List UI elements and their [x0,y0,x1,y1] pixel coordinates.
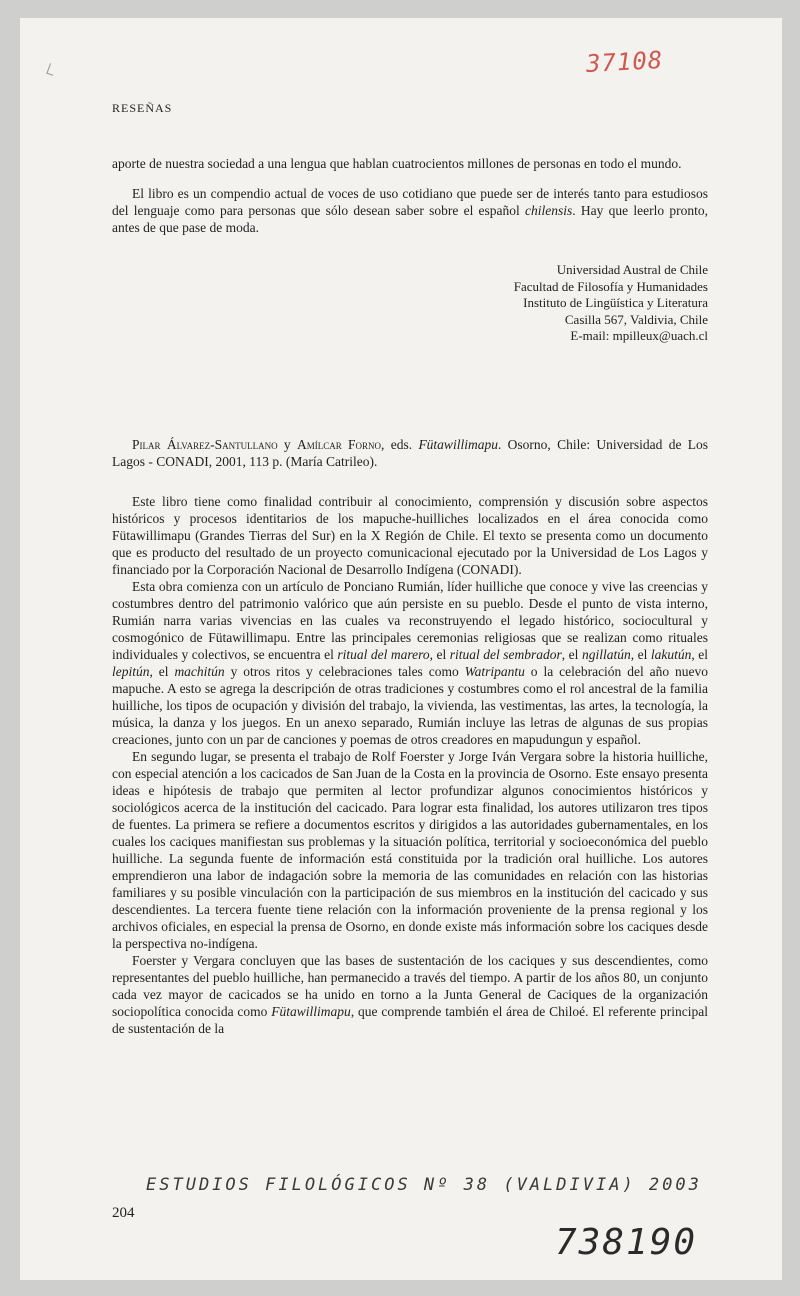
author-name: Amílcar Forno [296,437,382,452]
prev-review-paragraph-1: aporte de nuestra sociedad a una lengua que hablan cuatrocientos millones de personas en todo el mundo. [112,156,682,171]
handwritten-journal-note: ESTUDIOS FILOLÓGICOS Nº 38 (VALDIVIA) 2003 [146,1175,702,1195]
handwritten-annotation-bottom: 738190 [555,1222,698,1263]
review-paragraph-3: En segundo lugar, se presenta el trabajo de Rolf Foerster y Jorge Iván Vergara sobre la historia huilliche, con especial atención a los cacicados de San Juan de la Costa en la provincia de Osorno. Este ensayo presenta ideas e hipótesis de trabajo que permiten al lector profundizar algunos conocimientos históricos y sociológicos acerca de la institución del cacicado. Para lograr esta finalidad, los autores utilizaron tres tipos de fuentes. La primera se refiere a documentos escritos y dirigidos a las autoridades gubernamentales, en los cuales los caciques manifiestan sus problemas y la situación política, territorial y socioeconómica del pueblo huilliche. La segunda fuente de información está constituida por la tradición oral huilliche. Los autores emprendieron una labor de indagación sobre la memoria de las comunidades en relación con las historias familiares y su posible vinculación con la participación de sus miembros en la institución del cacicado y sus descendientes. La tercera fuente tiene relación con la información proveniente de la prensa regional y los archivos oficiales, en especial la prensa de Osorno, en donde existe más información sobre los caciques desde la perspectiva no-indígena. [112,749,708,951]
affiliation-line: E-mail: mpilleux@uach.cl [570,328,708,343]
review-paragraph-1: Este libro tiene como finalidad contribuir al conocimiento, comprensión y discusión sobre aspectos históricos y procesos identitarios de los mapuche-huilliches localizados en el área conocida como Fütawillimapu (Grandes Tierras del Sur) en la X Región de Chile. El texto se presenta como un documento que es producto del resultado de un proyecto comunicacional ejecutado por la Universidad de Los Lagos y financiado por la Corporación Nacional de Desarrollo Indígena (CONADI). [112,494,708,577]
affiliation-line: Universidad Austral de Chile [556,262,708,277]
affiliation-line: Instituto de Lingüística y Literatura [523,295,708,310]
prev-review-paragraph-2: El libro es un compendio actual de voces de uso cotidiano que puede ser de interés tanto para estudiosos del lenguaje como para personas que sólo desean saber sobre el español chilensis. Hay que leerlo pronto, antes de que pase de moda. [112,186,708,235]
page-number: 204 [112,1205,135,1221]
affiliation-line: Facultad de Filosofía y Humanidades [513,278,708,294]
affiliation-line: Casilla 567, Valdivia, Chile [564,311,708,327]
section-header: RESEÑAS [112,101,173,115]
book-reference: Pilar Álvarez-Santullano y Amílcar Forno, eds. Fütawillimapu. Osorno, Chile: Universidad de Los Lagos - CONADI, 2001, 113 p. (María Catrileo). [112,437,709,469]
review-body [112,493,708,1037]
author-name: Pilar Álvarez-Santullano [132,437,278,452]
review-paragraph-4: Foerster y Vergara concluyen que las bases de sustentación de los caciques y sus descendientes, como representantes del pueblo huilliche, han permanecido a través del tiempo. A partir de los años 80, un conjunto cada vez mayor de cacicados se ha unido en torno a la Junta General de Caciques de la organización sociopolítica conocida como Fütawillimapu, que comprende también el área de Chiloé. El referente principal de sustentación de la [112,953,709,1036]
book-title: Fütawillimapu [418,437,498,452]
review-paragraph-2: Esta obra comienza con un artículo de Ponciano Rumián, líder huilliche que conoce y vive las creencias y costumbres dentro del patrimonio valórico que aún persiste en su pueblo. Desde el punto de vista interno, Rumián narra varias vivencias en las cuales va reconstruyendo el legado histórico, sociocultural y cosmogónico de Fütawillimapu. Entre las principales ceremonias religiosas que se realizan como rituales individuales y colectivos, se encuentra el ritual del marero, el ritual del sembrador, el ngillatún, el lakutún, el lepitún, el machitún y otros ritos y celebraciones tales como Watripantu o la celebración del año nuevo mapuche. A esto se agrega la descripción de otras tradiciones y costumbres como el rol ancestral de la familia huilliche, los tipos de ocupación y división del trabajo, la vivienda, las vestimentas, las artes, la tecnología, la música, la danza y los juegos. En un anexo separado, Rumián incluye las letras de algunas de sus propias creaciones, junto con un par de canciones y poemas de otros creadores en mapudungun y español. [112,579,708,747]
handwritten-annotation-top: 37108 [585,45,664,79]
author-affiliation [514,262,708,345]
emphasis-term: chilensis [525,203,573,218]
